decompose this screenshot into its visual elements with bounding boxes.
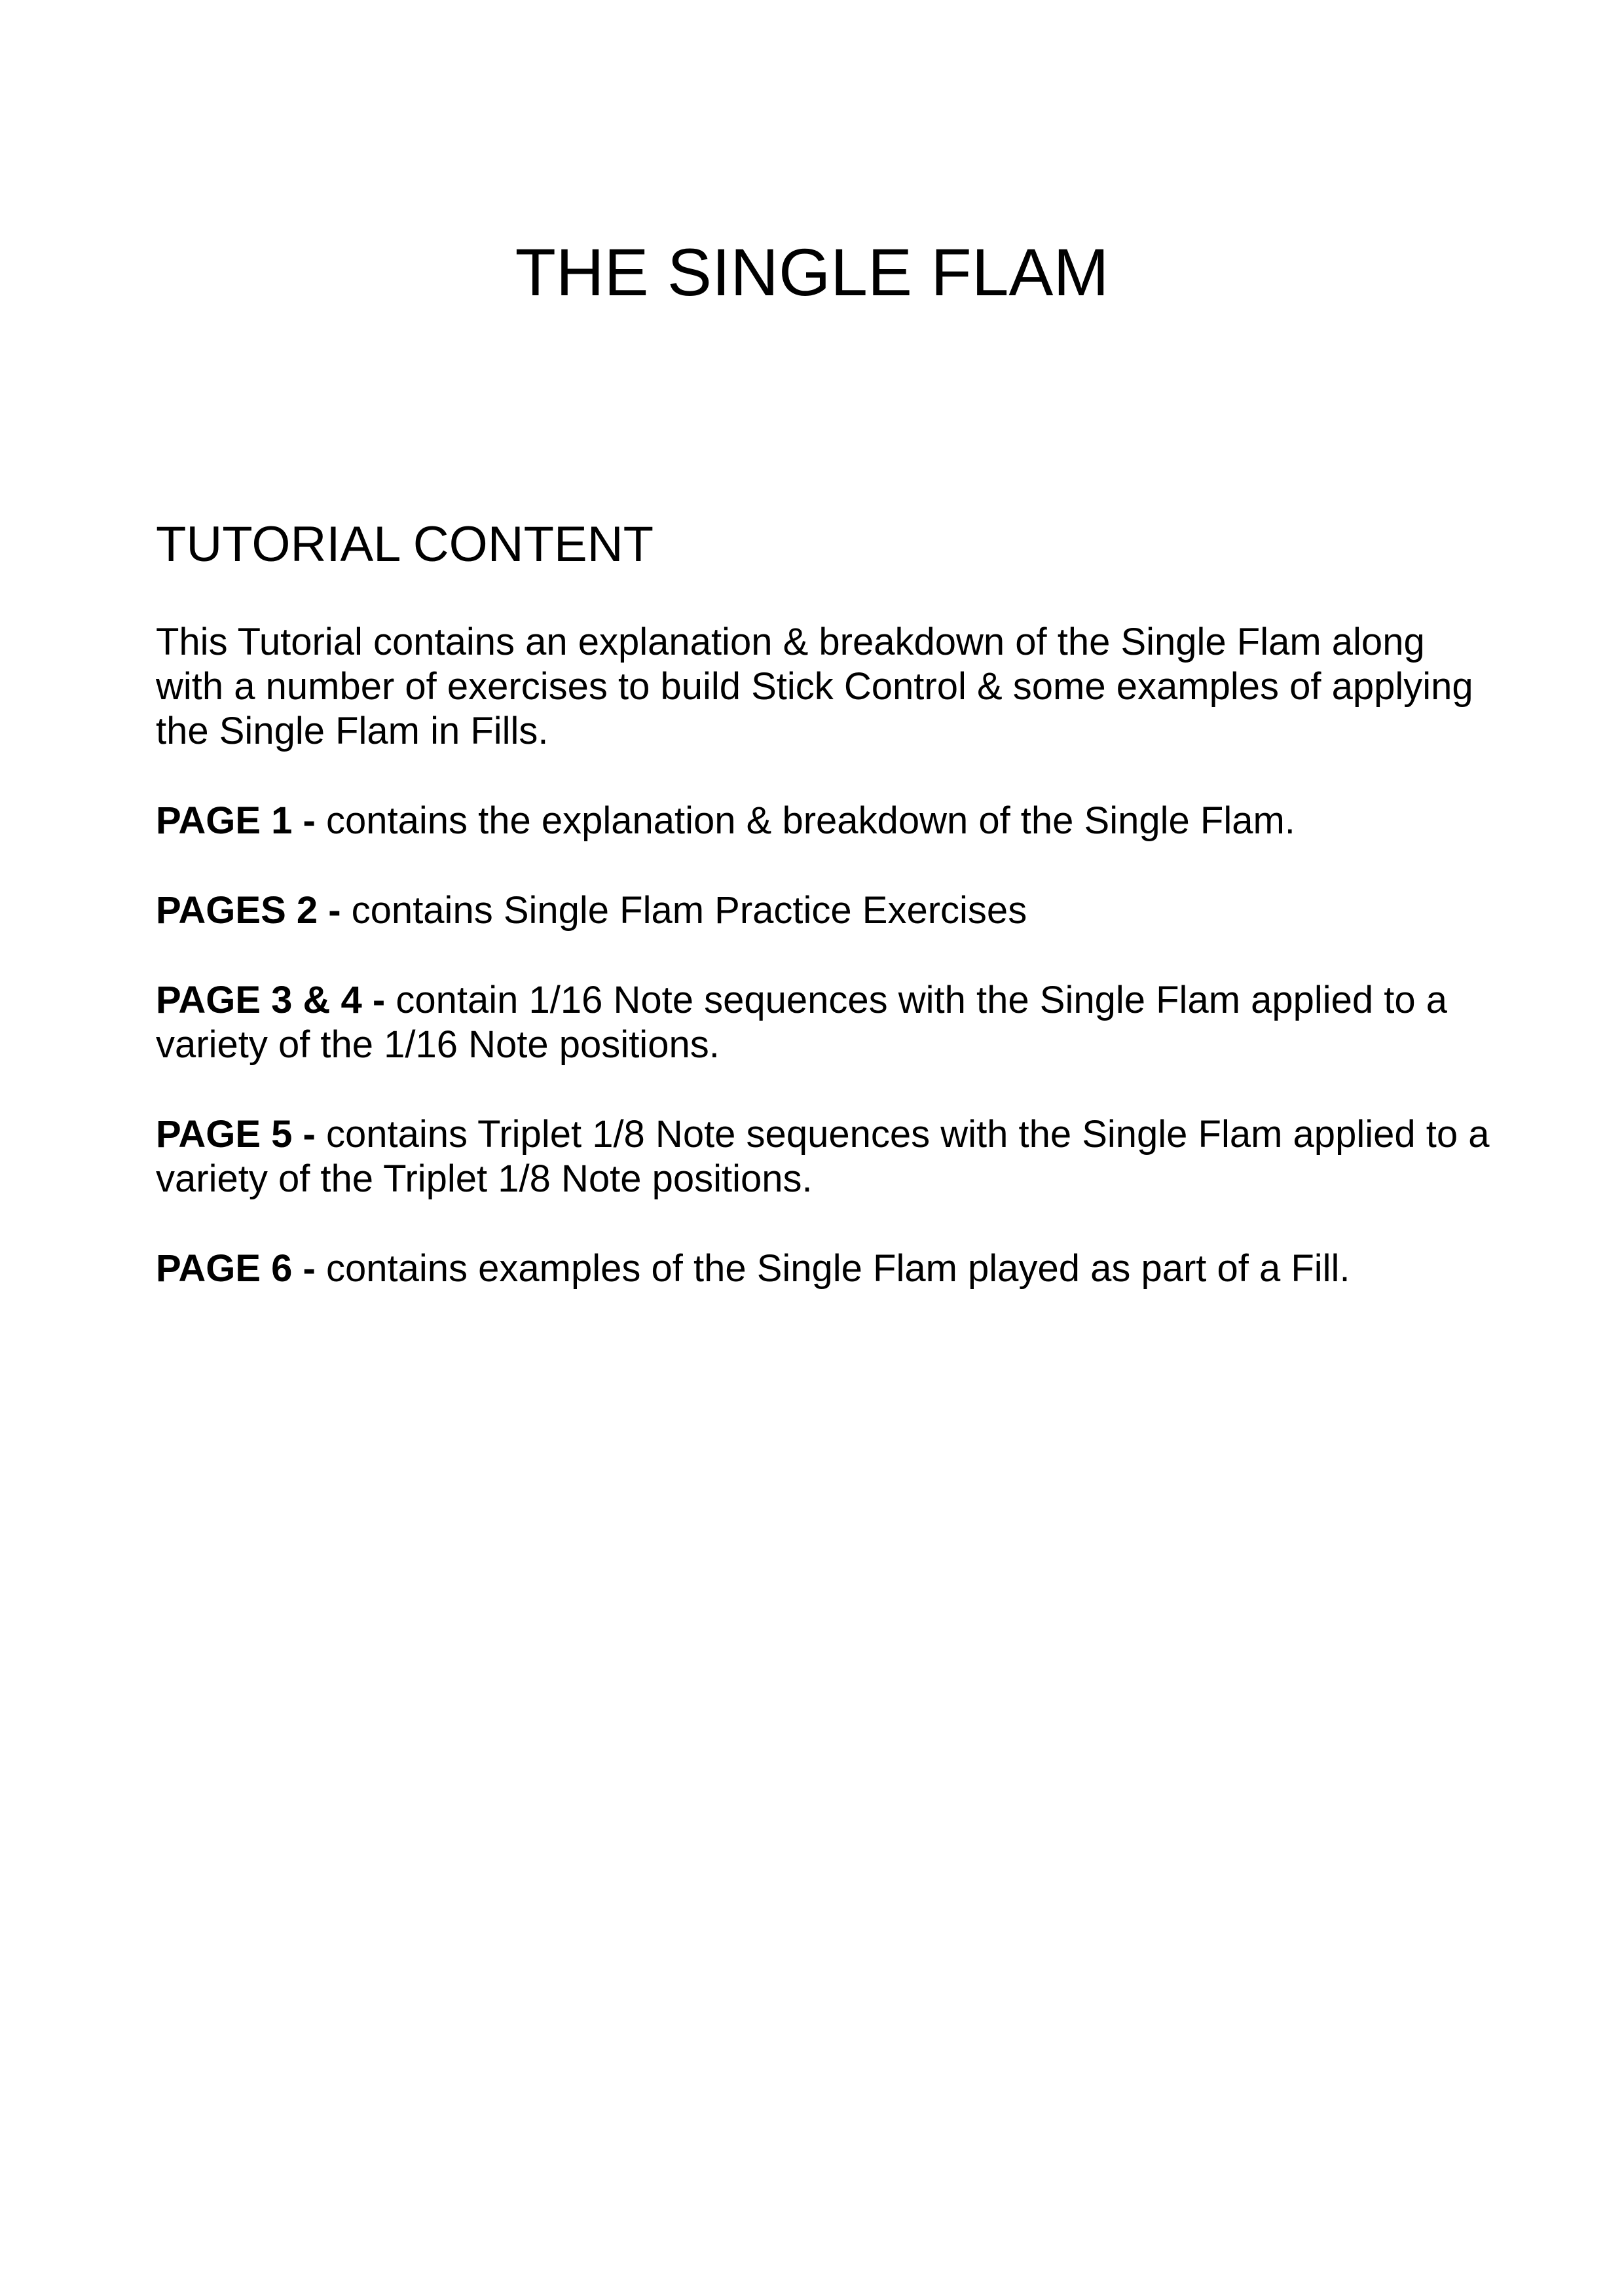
document-title: THE SINGLE FLAM	[515, 235, 1109, 310]
intro-paragraph: This Tutorial contains an explanation & breakdown of the Single Flam along with a number of exercises to build Stick Control & some examples of applying the Single Flam in Fills.	[156, 621, 1473, 753]
page-entry-label: PAGES 2 -	[156, 889, 341, 932]
page-entry-text: contains Single Flam Practice Exercises	[341, 889, 1027, 932]
page-entry-5	[156, 1247, 1492, 1291]
page-entry-text: contains examples of the Single Flam played as part of a Fill.	[315, 1247, 1350, 1290]
page-entry-text: contain 1/16 Note sequences with the Single Flam applied to a variety of the 1/16 Note positions.	[156, 979, 1448, 1066]
page-entry-2	[156, 888, 1492, 933]
page-entry-label: PAGE 6 -	[156, 1247, 316, 1290]
page-entry-label: PAGE 5 -	[156, 1113, 316, 1156]
page-entry-text: contains the explanation & breakdown of the Single Flam.	[315, 799, 1295, 843]
page-entry-3	[156, 978, 1492, 1067]
tutorial-content	[156, 515, 1492, 1336]
page-entry-4	[156, 1112, 1492, 1201]
section-heading: TUTORIAL CONTENT	[156, 517, 654, 572]
page-entry-text: contains Triplet 1/8 Note sequences with the Single Flam applied to a variety of the Triplet 1/8 Note positions.	[156, 1113, 1490, 1201]
page-entry-label: PAGE 1 -	[156, 799, 316, 843]
page-entry-label: PAGE 3 & 4 -	[156, 979, 386, 1022]
page-entry-1	[156, 799, 1492, 843]
